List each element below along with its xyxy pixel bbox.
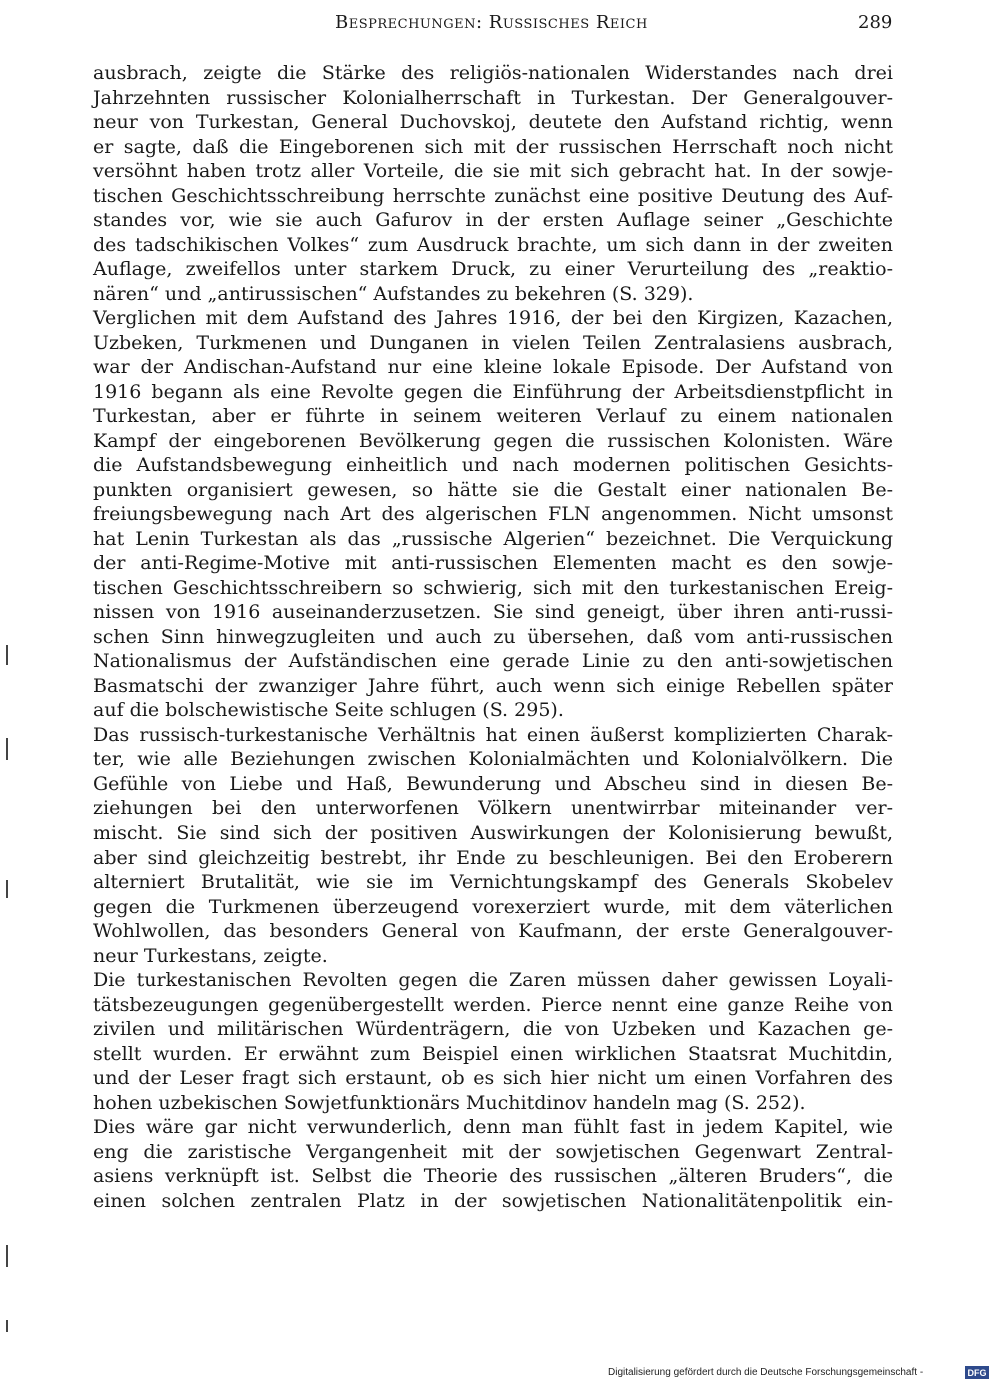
text-line: 1916 begann als eine Revolte gegen die Einführung der Arbeitsdienstpflicht in [93,380,893,403]
text-line: Wohlwollen, das besonders General von Kaufmann, der erste Generalgouver- [93,920,893,943]
text-line: hat Lenin Turkestan als das „russische Algerien“ bezeichnet. Die Verquickung [93,527,893,550]
text-line: die Aufstandsbewegung einheitlich und nach modernen politischen Gesichts- [93,454,893,477]
text-line: auf die bolschewistische Seite schlugen (S. 295). [93,699,564,722]
text-line: Turkestan, aber er führte in seinem weiteren Verlauf zu einem nationalen [93,405,893,428]
text-line: asiens verknüpft ist. Selbst die Theorie des russischen „älteren Bruders“, die [93,1165,893,1188]
scan-margin-mark [6,645,8,665]
text-line: versöhnt haben trotz aller Vorteile, die sie mit sich gebracht hat. In der sowje- [93,160,893,183]
text-line: ziehungen bei den unterworfenen Völkern unentwirrbar miteinander ver- [93,797,893,820]
text-line: Die turkestanischen Revolten gegen die Zaren müssen daher gewissen Loyali- [93,969,893,992]
text-line: Nationalismus der Aufständischen eine gerade Linie zu den anti-sowjetischen [93,650,893,673]
text-line: gegen die Turkmenen überzeugend vorexerziert wurde, mit dem väterlichen [93,895,893,918]
text-line: der anti-Regime-Motive mit anti-russischen Elementen macht es den sowje- [93,552,893,575]
digitization-credit: Digitalisierung gefördert durch die Deutsche Forschungsgemeinschaft - [608,1367,924,1378]
page-number: 289 [858,12,893,33]
text-line: aber sind gleichzeitig bestrebt, ihr Ende zu beschleunigen. Bei den Eroberern [93,846,893,869]
text-line: stellt wurden. Er erwähnt zum Beispiel einen wirklichen Staatsrat Muchitdin, [93,1042,893,1065]
dfg-logo: DFG [965,1366,989,1379]
text-line: Uzbeken, Turkmenen und Dunganen in vielen Teilen Zentralasiens ausbrach, [93,331,893,354]
text-line: nissen von 1916 auseinanderzusetzen. Sie sind geneigt, über ihren anti-russi- [93,601,893,624]
text-line: eng die zaristische Vergangenheit mit der sowjetischen Gegenwart Zentral- [93,1140,893,1163]
text-line: einen solchen zentralen Platz in der sowjetischen Nationalitätenpolitik ein- [93,1189,893,1212]
text-line: alterniert Brutalität, wie sie im Vernichtungskampf des Generals Skobelev [93,871,893,894]
text-line: Auflage, zweifellos unter starkem Druck, zu einer Verurteilung des „reaktio- [93,258,893,281]
scan-margin-mark [6,880,8,898]
text-line: Basmatschi der zwanziger Jahre führt, auch wenn sich einige Rebellen später [93,674,893,697]
scan-margin-mark [6,1320,8,1332]
text-line: nären“ und „antirussischen“ Aufstandes zu bekehren (S. 329). [93,282,694,305]
text-line: mischt. Sie sind sich der positiven Auswirkungen der Kolonisierung bewußt, [93,821,893,844]
scan-margin-mark [6,738,8,760]
text-line: Das russisch-turkestanische Verhältnis hat einen äußerst komplizierten Charak- [93,723,893,746]
text-line: punkten organisiert gewesen, so hätte sie die Gestalt einer nationalen Be- [93,478,893,501]
text-line: standes vor, wie sie auch Gafurov in der ersten Auflage seiner „Geschichte [93,209,893,232]
text-line: freiungsbewegung nach Art des algerischen FLN angenommen. Nicht umsonst [93,503,893,526]
text-line: schen Sinn hinwegzugleiten und auch zu übersehen, daß vom anti-russischen [93,625,893,648]
text-line: zivilen und militärischen Würdenträgern, die von Uzbeken und Kazachen ge- [93,1018,893,1041]
text-line: des tadschikischen Volkes“ zum Ausdruck brachte, um sich dann in der zweiten [93,233,893,256]
text-line: Kampf der eingeborenen Bevölkerung gegen die russischen Kolonisten. Wäre [93,429,893,452]
text-line: Jahrzehnten russischer Kolonialherrschaft in Turkestan. Der Generalgouver- [93,86,893,109]
text-line: tischen Geschichtsschreibern so schwierig, sich mit den turkestanischen Ereig- [93,576,893,599]
text-line: Dies wäre gar nicht verwunderlich, denn man fühlt fast in jedem Kapitel, wie [93,1116,893,1139]
running-header: Besprechungen: Russisches Reich [335,12,648,33]
text-line: Gefühle von Liebe und Haß, Bewunderung und Abscheu sind in diesen Be- [93,772,893,795]
text-line: ter, wie alle Beziehungen zwischen Kolonialmächten und Kolonialvölkern. Die [93,748,893,771]
scan-margin-mark [6,1245,8,1267]
text-line: tischen Geschichtsschreibung herrschte zunächst eine positive Deutung des Auf- [93,184,893,207]
text-line: neur von Turkestan, General Duchovskoj, deutete den Aufstand richtig, wenn [93,111,893,134]
text-line: hohen uzbekischen Sowjetfunktionärs Muchitdinov handeln mag (S. 252). [93,1091,806,1114]
text-line: und der Leser fragt sich erstaunt, ob es sich hier nicht um einen Vorfahren des [93,1067,893,1090]
text-line: ausbrach, zeigte die Stärke des religiös-nationalen Widerstandes nach drei [93,62,893,84]
text-line: neur Turkestans, zeigte. [93,944,328,967]
text-line: Verglichen mit dem Aufstand des Jahres 1916, der bei den Kirgizen, Kazachen, [93,307,893,330]
text-line: er sagte, daß die Eingeborenen sich mit der russischen Herrschaft noch nicht [93,135,893,158]
text-line: tätsbezeugungen gegenübergestellt werden. Pierce nennt eine ganze Reihe von [93,993,893,1016]
text-line: war der Andischan-Aufstand nur eine kleine lokale Episode. Der Aufstand von [93,356,893,379]
body-text [93,61,893,1213]
